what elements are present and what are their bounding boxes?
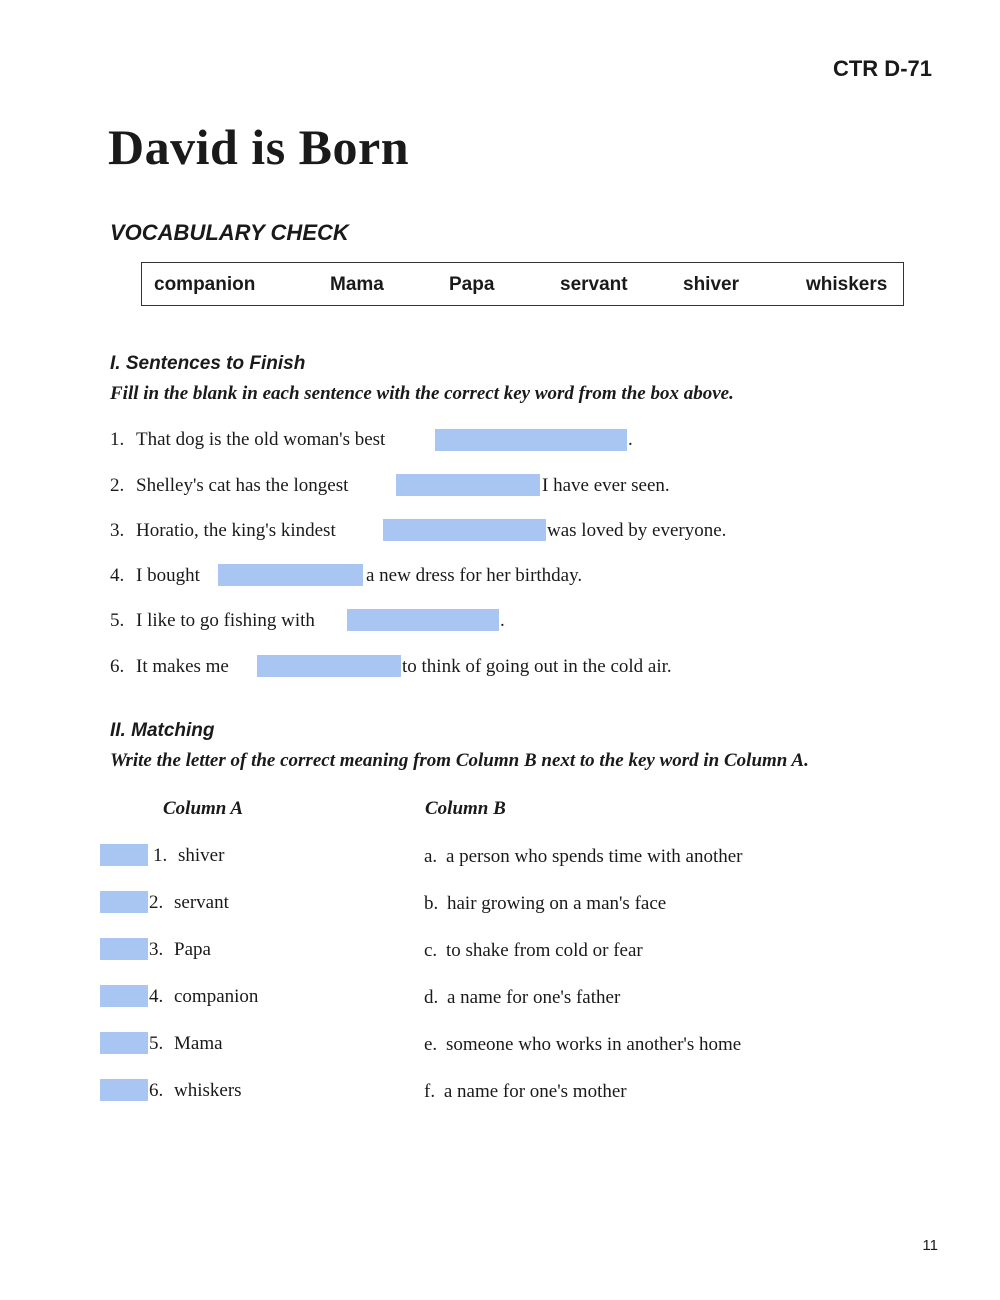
match-blank-5[interactable] (100, 1032, 148, 1054)
column-b-item (424, 1034, 741, 1056)
sentence-text: a new dress for her birthday. (366, 565, 583, 586)
sentence-5 (110, 610, 505, 632)
item-letter: a. (424, 846, 438, 867)
sentence-number: 4. (110, 565, 125, 586)
item-number: 1. (153, 845, 168, 866)
sentence-4 (110, 565, 583, 587)
column-b-title: Column B (425, 798, 506, 819)
sentence-3 (110, 520, 727, 542)
answer-blank-6[interactable] (257, 655, 401, 677)
item-meaning: hair growing on a man's face (447, 893, 667, 914)
sentence-text: I have ever seen. (542, 475, 670, 496)
item-meaning: someone who works in another's home (445, 1034, 742, 1055)
page-title: David is Born (108, 119, 410, 175)
item-number: 6. (149, 1080, 164, 1101)
item-word: Mama (174, 1033, 223, 1054)
sentence-6 (110, 656, 672, 678)
sentence-text: It makes me (136, 656, 229, 677)
item-letter: c. (424, 940, 438, 961)
sentence-text: I bought (136, 565, 200, 586)
word-companion: companion (154, 274, 256, 295)
word-whiskers: whiskers (806, 274, 888, 295)
item-word: companion (174, 986, 259, 1007)
item-word: whiskers (174, 1080, 242, 1101)
section2-instruction: Write the letter of the correct meaning from Column B next to the key word in Column A. (110, 750, 809, 771)
column-a-title: Column A (163, 798, 244, 819)
match-blank-6[interactable] (100, 1079, 148, 1101)
sentence-text: . (628, 429, 633, 450)
match-blank-3[interactable] (100, 938, 148, 960)
section1-heading: I. Sentences to Finish (110, 353, 306, 374)
column-a-item (149, 1033, 223, 1055)
match-blank-1[interactable] (100, 844, 148, 866)
item-number: 3. (149, 939, 164, 960)
sentence-number: 1. (110, 429, 125, 450)
document-code: CTR D-71 (832, 56, 932, 81)
item-number: 2. (149, 892, 164, 913)
column-b-item (424, 940, 643, 962)
word-mama: Mama (330, 274, 384, 295)
column-b-item (424, 893, 666, 915)
vocabulary-heading: VOCABULARY CHECK (110, 220, 349, 245)
item-number: 5. (149, 1033, 164, 1054)
item-word: servant (174, 892, 229, 913)
item-letter: b. (424, 893, 439, 914)
sentence-number: 3. (110, 520, 125, 541)
sentence-number: 6. (110, 656, 125, 677)
column-a-item (149, 986, 258, 1008)
item-letter: f. (424, 1081, 436, 1102)
item-letter: d. (424, 987, 439, 1008)
section1-instruction: Fill in the blank in each sentence with the correct key word from the box above. (110, 383, 734, 404)
item-number: 4. (149, 986, 164, 1007)
column-a-item (149, 1080, 242, 1102)
answer-blank-1[interactable] (435, 429, 627, 451)
item-meaning: a name for one's mother (443, 1081, 627, 1102)
item-meaning: a person who spends time with another (445, 846, 743, 867)
sentence-text: to think of going out in the cold air. (402, 656, 672, 677)
item-letter: e. (424, 1034, 438, 1055)
section2-heading: II. Matching (110, 720, 215, 741)
answer-blank-3[interactable] (383, 519, 546, 541)
word-papa: Papa (449, 274, 495, 295)
sentence-2 (110, 475, 670, 497)
item-meaning: a name for one's father (447, 987, 621, 1008)
word-shiver: shiver (683, 274, 739, 295)
sentence-text: That dog is the old woman's best (136, 429, 386, 450)
sentence-text: Horatio, the king's kindest (136, 520, 336, 541)
item-word: shiver (178, 845, 225, 866)
column-a-item (149, 892, 229, 914)
sentence-number: 5. (110, 610, 125, 631)
answer-blank-4[interactable] (218, 564, 363, 586)
sentence-text: Shelley's cat has the longest (136, 475, 349, 496)
match-blank-2[interactable] (100, 891, 148, 913)
match-blank-4[interactable] (100, 985, 148, 1007)
item-word: Papa (174, 939, 211, 960)
answer-blank-2[interactable] (396, 474, 540, 496)
column-b-item (424, 987, 620, 1009)
word-box (141, 262, 904, 306)
word-servant: servant (560, 274, 628, 295)
answer-blank-5[interactable] (347, 609, 499, 631)
column-a-item (153, 845, 224, 867)
page-number: 11 (922, 1237, 938, 1254)
sentence-1 (110, 429, 633, 451)
sentence-text: . (500, 610, 505, 631)
column-a-item (149, 939, 211, 961)
column-b-item (424, 1081, 627, 1103)
item-meaning: to shake from cold or fear (445, 940, 643, 961)
sentence-number: 2. (110, 475, 125, 496)
sentence-text: was loved by everyone. (547, 520, 727, 541)
column-b-item (424, 846, 743, 868)
sentence-text: I like to go fishing with (136, 610, 315, 631)
